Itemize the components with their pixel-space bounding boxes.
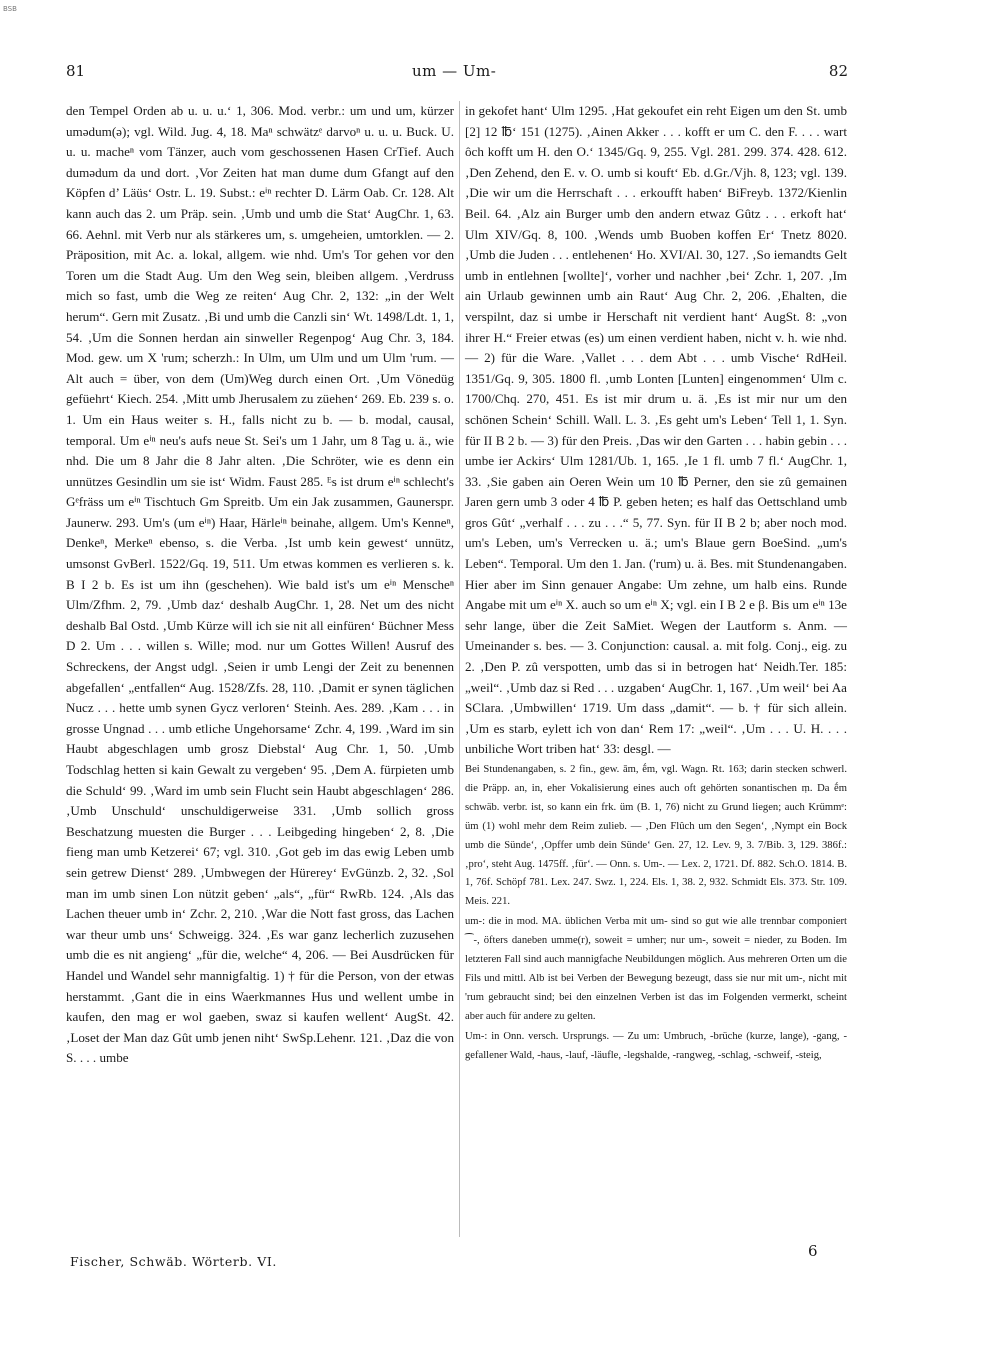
page-number-right: 82 bbox=[828, 62, 848, 80]
left-column bbox=[66, 101, 454, 1069]
right-column bbox=[465, 101, 847, 1066]
left-column-text: den Tempel Orden ab u. u. u.‘ 1, 306. Mod. verbr.: um und um, kürzer umədum(ə); vgl. Wild. Jug. 4, 18. Maⁿ schwätzᵉ darvoⁿ u. u. u. Buck. U. u. u. macheⁿ vom Tänzer, auch vom geschossenen Hasen CrTief. Auch dumədum da und dort. ‚Vor Zeiten hat man dume dum Gfangt auf den Köpfen d’ Läüs‘ Ostr. L. 19. Subst.: eⁱⁿ rechter D. Lärm Oab. Cr. 128. Alt kann auch das 2. um Präp. sein. ‚Umb und umb die Stat‘ AugChr. 1, 63. 66. Aehnl. mit Verb nur als stärkeres um, s. umgeheien, umtorklen. — 2. Präposition, mit Ac. a. lokal, allgem. wie nhd. Um's Tor gehen vor den Toren um die Stadt Aug. Um den Weg sein, bleiben allgem. ‚Verdruss mich so fast, umb die Weg ze reiten‘ Aug Chr. 2, 132: „in der Welt herum“. Gern mit Zusatz. ‚Bi und umb die Canzli sin‘ Wt. 1498/Ldt. 1, 1, 54. ‚Um die Sonnen herdan ain sinweller Regenpog‘ Aug Chr. 3, 184. Mod. gew. um X 'rum; scherzh.: In Ulm, um Ulm und um Ulm 'rum. — Alt auch = über, von dem (Um)Weg durch einen Ort. ‚Um Vönedüg gefüehrt‘ Kiech. 254. ‚Mitt umb Jherusalem zu züehen‘ 269. Eb. 239 s. o. 1. Um ein Haus weiter s. H., falls nicht zu b. — b. modal, causal, temporal. Um eⁱⁿ neu's aufs neue St. Sei's um 1 Jahr, um 8 Tag u. ä., wie nhd. Die um 8 Jahr die 8 Jahr alten. ‚Die Schröter, wie es denn ein unnützes Gesindlin um sie ist‘ Widm. Faust 285. ᴱs ist drum eⁱⁿ schlecht's Gᵉfräss um eⁱⁿ Tischtuch Gm Spreitb. Um ein Jak zusammen, Gaunerspr. Jaunerw. 293. Um's (um eⁱⁿ) Haar, Härleⁱⁿ beinahe, allgem. Um's Kenneⁿ, Denkeⁿ, Merkeⁿ ebenso, s. die Verba. ‚Ist umb kein gewest‘ unnütz, umsonst GvBerl. 1522/Gq. 19, 511. Um etwas kommen es verlieren s. k. B I 2 b. Es ist um ihn (geschehen). Wie bald ist's um eⁱⁿ Menscheⁿ Ulm/Zfhm. 2, 79. ‚Umb daz‘ deshalb AugChr. 1, 28. Net um des nicht deshalb Bal Ostd. ‚Umb Kürze will ich sie nit all einfüren‘ Büchner Mess D 2. Um . . . willen s. Wille; mod. nur um Gottes Willen! Ausruf des Schreckens, der Angst udgl. ‚Seien ir umb Lengi der Zeit zu benennen abgefallen‘ „entfallen“ Aug. 1528/Zfs. 28, 110. ‚Damit er synen täglichen Nucz . . . hette umb synen Gycz verloren‘ Steinh. Aes. 289. ‚Kam . . . in grosse Ungnad . . . umb etliche Ungehorsame‘ Zchr. 4, 199. ‚Ward im sin Haubt abgeschlagen umb grosz Diebstal‘ Aug Chr. 1, 50. ‚Umb Todschlag hetten si kain Gewalt zu vergeben‘ 95. ‚Dem A. fürpieten umb die Schuld‘ 99. ‚Ward im umb sein Flucht sein Haubt abgeschlagen‘ 286. ‚Umb Unschuld‘ unschuldigerweise 331. ‚Umb sollich gross Beschatzung muesten die Burger . . . Leibgeding hingeben‘ 2, 8. ‚Die fieng man umb Ketzerei‘ 67; vgl. 310. ‚Got geb im das ewig Leben umb sein getrew Dienst‘ 289. ‚Umbwegen der Hürerey‘ EvGünzb. 2, 32. ‚Sol man im umb sinen Lon nützit geben‘ „als“, „für“ RwRb. 124. ‚Als das Lachen theuer umb in‘ Zchr. 2, 210. ‚War die Nott fast gross, das Lachen war theur umb uns‘ Schweigg. 324. ‚Es war ganz lecherlich zuzusehen umb die es nit angieng‘ „für die, welche“ 4, 206. — Bei Ausdrücken für Handel und Wandel sehr mannigfaltig. 1) † für die Person, von der etwas herstammt. ‚Gant die in eins Waerkmannes Hus und wellent umbe in kaufen, den mag er wol gaeben, swaz si kaufen wellent‘ AugSt. 42. ‚Loset der Man daz Gût umb jenen niht‘ SwSp.Lehenr. 121. ‚Daz die von S. . . . umbe bbox=[66, 103, 454, 1066]
entry-um-prefix: um-: die in mod. MA. üblichen Verba mit um- sind so gut wie alle trennbar componiert ⁀-, öfters daneben umme(r), soweit = umher; nur um-, soweit = nieder, zu Boden. Im letzteren Fall sind auch mannigfache Neubildungen möglich. Aus mehreren Orten um die Fils und mittl. Alb ist bei Verben der Bewegung bezeugt, dass sie nur mit um-, nicht mit 'rum gebraucht sind; bei den einzelnen Verben ist das im Folgenden vermerkt, scheint aber auch für andere zu gelten. bbox=[465, 916, 847, 1022]
right-column-text: in gekofet hant‘ Ulm 1295. ‚Hat gekoufet ein reht Eigen um den St. umb [2] 12 ℔‘ 151 (1275). ‚Ainen Akker . . . kofft er um C. den F. . . . wart ôch kofft um H. den O.‘ 1345/Gq. 9, 255. Vgl. 281. 299. 374. 428. 612. ‚Den Zehend, den E. v. O. umb si kouft‘ Eb. d.Gr./Vjh. 8, 123; vgl. 139. ‚Die wir um die Herrschaft . . . erkoufft haben‘ BiFreyb. 1372/Kienlin Beil. 64. ‚Alz ain Burger umb den andern etwaz Gûtz . . . erkoft hat‘ Ulm XIV/Gq. 8, 100. ‚Wends umb Buoben koffen Er‘ Tnetz 8020. ‚Umb die Juden . . . entlehenen‘ Ho. XVI/Al. 30, 127. ‚So iemandts Gelt umb in entlehnen [wollte]‘, vorher und nachher ‚bei‘ Zchr. 1, 207. ‚Im ain Urlaub gewinnen umb ain Raut‘ Aug Chr. 2, 206. ‚Ehalten, die verspilnt, daz si umbe ir Herschaft nit verdient hant‘ AugSt. 8: „von ihrer H.“ Freier etwas (es) um einen verdient haben, nicht v. h. wie nhd. — 2) für die Ware. ‚Vallet . . . dem Abt . . . umb Vische‘ RdHeil. 1351/Gq. 9, 305. 1800 fl. ‚umb Lonten [Lunten] eingenommen‘ Ulm c. 1700/Chq. 270, 451. Es ist mir drum u. ä. ‚Es ist mir nur um den schönen Schein‘ Schill. Wall. L. 3. ‚Es geht um's Leben‘ Tell 1, 1. Syn. für II B 2 b. — 3) für den Preis. ‚Das wir den Garten . . . habin gebin . . . umbe ier Ackirs‘ Ulm 1281/Ub. 1, 165. ‚Ie 1 fl. umb 7 fl.‘ AugChr. 1, 33. ‚Sie gaben ain Oeren Wein um 10 ℔ Perner, den sie zû gemainen Jaren gern umb 3 oder 4 ℔ P. geben heten; es half das Oettschland umb gros Gût‘ „verhalf . . . zu . . .“ 5, 77. Syn. für II B 2 b; aber noch mod. um's Leben, um's Verrecken u. ä.; um's Blaue gern BoeSind. „um's Leben“. Temporal. Um den 1. Jan. ('rum) u. ä. Bes. mit Stundenangaben. Hier aber im Sinn genauer Angabe: Um zehne, um halb eins. Runde Angabe mit um eⁱⁿ X. auch so um eⁱⁿ X; vgl. ein I B 2 e β. Bis um eⁱⁿ 13e sehr lange, über die Zeit SaMiet. Wegen der Lautform s. Anm. — Umeinander s. bes. — 3. Conjunction: causal. a. mit folg. Conj., eig. zu 2. ‚Den P. zû verspotten, umb das si in betrogen hat‘ Neidh.Ter. 185: „weil“. ‚Umb daz si Red . . . uzgaben‘ AugChr. 1, 167. ‚Um weil‘ bei Aa SClara. ‚Umbwillen‘ 1719. Um dass „damit“. — b. † für sich allein. ‚Um es starb, eylett ich von dan‘ Rem 17: „weil“. ‚Um . . . U. H. . . . unbiliche Wort triben hat‘ 33: desgl. — bbox=[465, 103, 847, 757]
sheet-signature: 6 bbox=[808, 1242, 818, 1260]
library-stamp: BSB bbox=[3, 5, 17, 13]
page-number-left: 81 bbox=[66, 62, 86, 80]
footer-imprint: Fischer, Schwäb. Wörterb. VI. bbox=[70, 1254, 277, 1269]
note-stundenangaben: Bei Stundenangaben, s. 2 fin., gew. ām, ḗm, vgl. Wagn. Rt. 163; darin stecken schwerl. die Präpp. an, in, eher Vokalisierung eines auch oft gehörten sonantischen ṃ. Da ḗm schwäb. verbr. ist, so kann ein frk. üm (B. 1, 76) nicht zu Grund liegen; auch Krümmᵉ: üm (1) wohl mehr dem Reim zulieb. — ‚Den Flûch um den Segen‘, ‚Nympt ein Bock umb die Sünde‘, ‚Opffer umb dein Sünde‘ Gen. 27, 12. Lev. 9, 3. 7/Bib. 3, 129. 386f.: ‚pro‘, steht Aug. 1475ff. ‚für‘. — Onn. s. Um-. — Lex. 2, 1721. Df. 882. Sch.O. 1814. B. 1, 76f. Schöpf 781. Lex. 247. Swz. 1, 224. Els. 1, 38. 2, 932. Schmidt Els. 373. Str. 109. Meis. 221. bbox=[465, 764, 847, 908]
running-headword: um — Um- bbox=[412, 62, 497, 80]
column-divider bbox=[459, 101, 460, 1237]
entry-um-ortsnamen: Um-: in Onn. versch. Ursprungs. — Zu um: Umbruch, -brüche (kurze, lange), -gang, -gefallener Wald, -haus, -lauf, -läufle, -legshalde, -rangweg, -schlag, -schweif, -steig, bbox=[465, 1030, 847, 1061]
